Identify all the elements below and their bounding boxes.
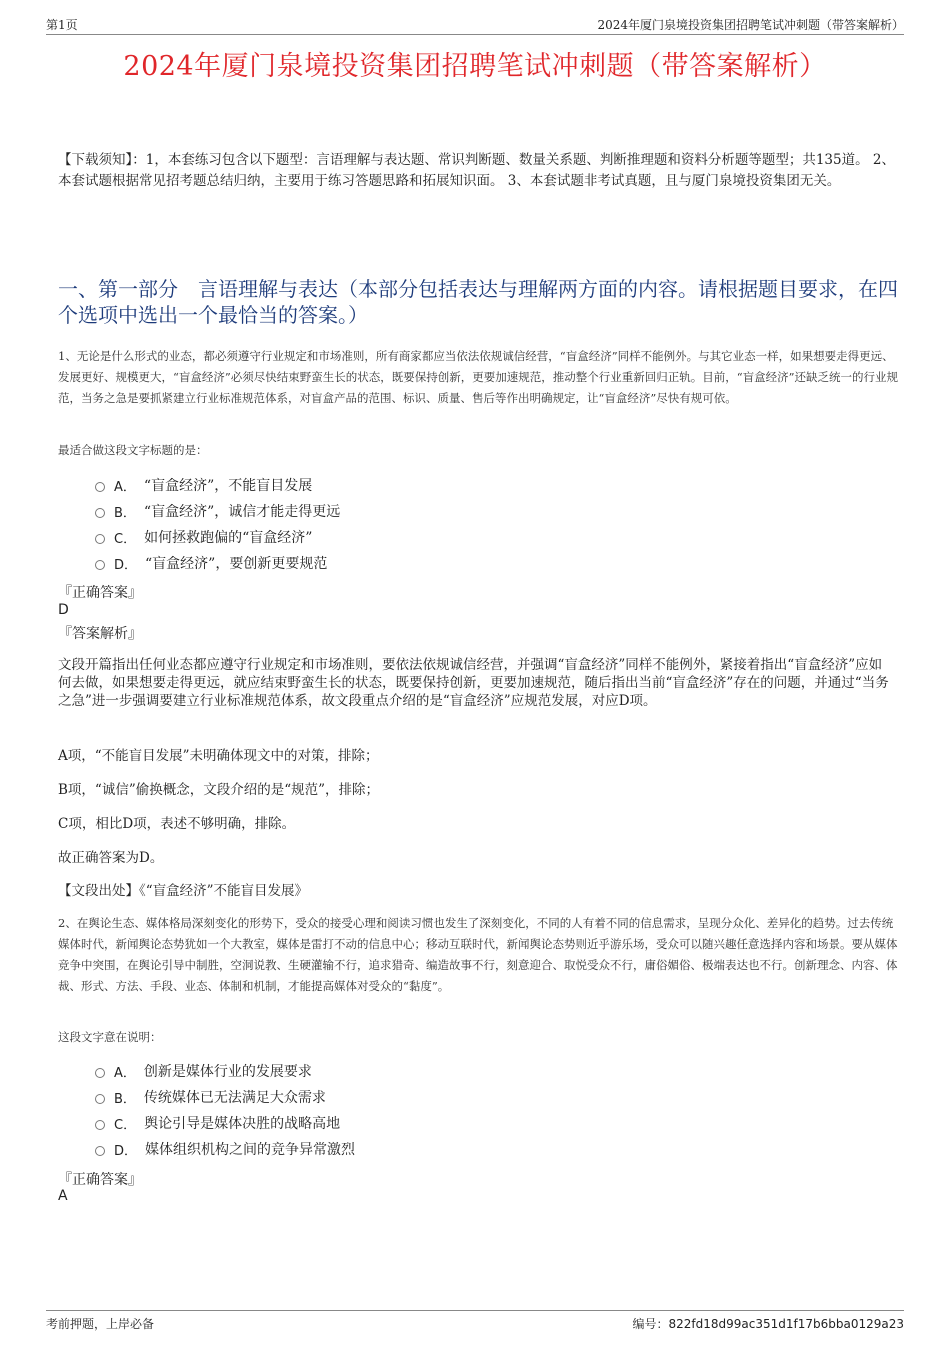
footer-slogan: 考前押题，上岸必备 (46, 1317, 155, 1331)
radio-icon[interactable] (95, 1120, 105, 1130)
radio-icon[interactable] (95, 560, 105, 570)
q1-option-b[interactable]: B． “盲盒经济”，诚信才能走得更远 (95, 498, 340, 524)
radio-icon[interactable] (95, 482, 105, 492)
document-title: 2024年厦门泉境投资集团招聘笔试冲刺题（带答案解析） (123, 51, 827, 82)
q1-analysis-conclusion: 故正确答案为D。 (58, 850, 164, 866)
q2-option-d[interactable]: D． 媒体组织机构之间的竞争异常激烈 (95, 1136, 355, 1162)
radio-icon[interactable] (95, 1068, 105, 1078)
q1-analysis-line-c: C项，相比D项，表述不够明确，排除。 (58, 816, 296, 832)
q1-option-d[interactable]: D． “盲盒经济”，要创新更要规范 (95, 550, 340, 576)
header-doc-title: 2024年厦门泉境投资集团招聘笔试冲刺题（带答案解析） (597, 18, 904, 32)
q2-answer-label: 『正确答案』 (58, 1172, 142, 1188)
q2-passage: 2、在舆论生态、媒体格局深刻变化的形势下，受众的接受心理和阅读习惯也发生了深刻变化，不同的人有着不同的信息需求，呈现分众化、差异化的趋势。过去传统媒体时代，新闻舆论态势犹如一个大教室，媒体是雷打不动的信息中心；移动互联时代，新闻舆论态势则近乎游乐场，受众可以随兴趣任意选择内容和场景。要从媒体竞争中突围，在舆论引导中制胜，空洞说教、生硬灌输不行，追求猎奇、编造故事不行，刻意迎合、取悦受众不行，庸俗媚俗、极端表达也不行。创新理念、内容、体裁、形式、方法、手段、业态、体制和机制，才能提高媒体对受众的“黏度”。 (58, 916, 898, 993)
q1-options (95, 472, 340, 576)
q1-answer-label: 『正确答案』 (58, 585, 142, 601)
q2-answer: A (58, 1188, 68, 1204)
radio-icon[interactable] (95, 1146, 105, 1156)
q1-option-c[interactable]: C． 如何拯救跑偏的“盲盒经济” (95, 524, 340, 550)
page-header (46, 14, 904, 35)
q2-option-c[interactable]: C． 舆论引导是媒体决胜的战略高地 (95, 1110, 355, 1136)
radio-icon[interactable] (95, 1094, 105, 1104)
radio-icon[interactable] (95, 508, 105, 518)
q2-prompt: 这段文字意在说明： (58, 1030, 162, 1044)
footer-code: 编号：822fd18d99ac351d1f17b6bba0129a23 (632, 1317, 904, 1331)
q1-passage: 1、无论是什么形式的业态，都必须遵守行业规定和市场准则，所有商家都应当依法依规诚信经营，“盲盒经济”同样不能例外。与其它业态一样，如果想要走得更远、发展更好、规模更大，“盲盒经济”必须尽快结束野蛮生长的状态，既要保持创新，更要加速规范，推动整个行业重新回归正轨。目前，“盲盒经济”还缺乏统一的行业规范，当务之急是要抓紧建立行业标准规范体系，对盲盒产品的范围、标识、质量、售后等作出明确规定，让“盲盒经济”尽快有规可依。 (58, 349, 899, 405)
q1-prompt: 最适合做这段文字标题的是： (58, 443, 208, 457)
download-notice: 【下载须知】：1，本套练习包含以下题型：言语理解与表达题、常识判断题、数量关系题、判断推理题和资料分析题等题型；共135道。 2、本套试题根据常见招考题总结归纳，主要用于练习答题思路和拓展知识面。 3、本套试题非考试真题，且与厦门泉境投资集团无关。 (58, 152, 895, 189)
q1-analysis-line-a: A项，“不能盲目发展”未明确体现文中的对策，排除； (58, 748, 379, 764)
q1-source: 【文段出处】《“盲盒经济”不能盲目发展》 (58, 883, 309, 899)
section-heading: 一、第一部分 言语理解与表达（本部分包括表达与理解两方面的内容。请根据题目要求，在四个选项中选出一个最恰当的答案。） (58, 277, 898, 327)
q1-analysis-label: 『答案解析』 (58, 626, 142, 642)
q1-analysis-line-b: B项，“诚信”偷换概念，文段介绍的是“规范”，排除； (58, 782, 380, 798)
page-footer (46, 1310, 904, 1333)
q2-option-b[interactable]: B． 传统媒体已无法满足大众需求 (95, 1084, 355, 1110)
q2-option-a[interactable]: A． 创新是媒体行业的发展要求 (95, 1058, 355, 1084)
q1-option-a[interactable]: A． “盲盒经济”，不能盲目发展 (95, 472, 340, 498)
q1-analysis: 文段开篇指出任何业态都应遵守行业规定和市场准则，要依法依规诚信经营，并强调“盲盒经济”同样不能例外，紧接着指出“盲盒经济”应如何去做，如果想要走得更远，就应结束野蛮生长的状态，既要保持创新，更要加速规范，随后指出当前“盲盒经济”存在的问题，并通过“当务之急”进一步强调要建立行业标准规范体系，故文段重点介绍的是“盲盒经济”应规范发展，对应D项。 (58, 657, 889, 709)
page-number: 第1页 (46, 18, 78, 32)
radio-icon[interactable] (95, 534, 105, 544)
q2-options (95, 1058, 355, 1162)
q1-answer: D (58, 602, 69, 618)
